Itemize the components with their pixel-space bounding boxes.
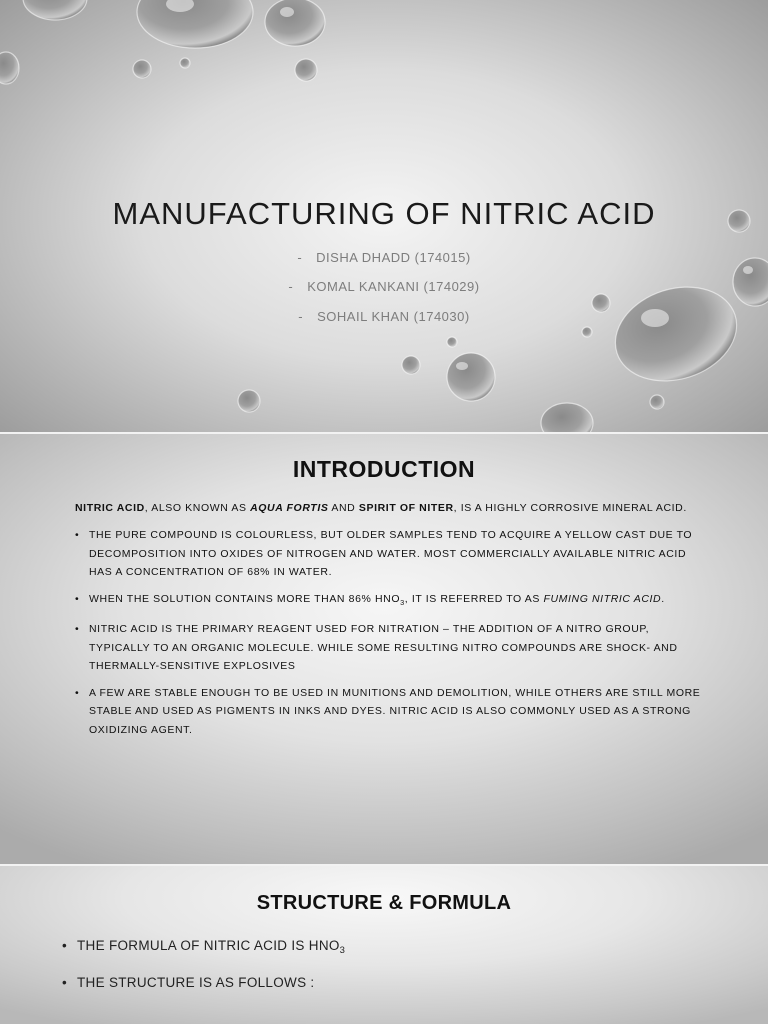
droplet [650,395,664,409]
droplet [180,58,190,68]
list-item: • THE STRUCTURE IS AS FOLLOWS : [62,973,662,993]
droplet [541,403,593,432]
title-slide [0,0,768,432]
author-dash: - [288,279,294,294]
bullet-text: THE FORMULA OF NITRIC ACID IS HNO [77,938,340,953]
presentation-title: MANUFACTURING OF NITRIC ACID [112,196,656,231]
author-name: KOMAL KANKANI (174029) [307,279,480,294]
author-dash: - [297,250,303,265]
author-line [0,279,768,294]
droplet [265,0,325,46]
bullet-text: . [661,592,665,605]
droplet [447,337,457,347]
bullet-text: WHEN THE SOLUTION CONTAINS MORE THAN 86% HNO [89,592,401,605]
author-name: SOHAIL KHAN (174030) [317,309,470,324]
term-spirit-of-niter: SPIRIT OF NITER [358,502,454,514]
droplet [447,353,495,401]
slide-heading: INTRODUCTION [292,456,476,482]
bullet-text: , IT IS REFERRED TO AS [404,592,544,605]
lead-text: AND [328,502,359,514]
intro-lead-paragraph [75,502,715,514]
term-nitric-acid: NITRIC ACID [75,502,145,514]
list-item: • A FEW ARE STABLE ENOUGH TO BE USED IN MUNITIONS AND DEMOLITION, WHILE OTHERS ARE STILL MORE STABLE AND USED AS PIGMENTS IN INKS AND DYES. NITRIC ACID IS ALSO COMMONLY USED AS A STRONG OXIDIZING AGENT. [75,684,705,740]
droplet [582,327,592,337]
list-item [62,936,662,961]
droplet [295,59,317,81]
emphasis-fuming-nitric-acid: FUMING NITRIC ACID [543,592,662,605]
droplet [137,0,253,48]
introduction-slide [0,434,768,864]
slide-heading: STRUCTURE & FORMULA [256,892,512,914]
author-name: DISHA DHADD (174015) [316,250,471,265]
list-item: • NITRIC ACID IS THE PRIMARY REAGENT USED FOR NITRATION – THE ADDITION OF A NITRO GROUP, TYPICALLY TO AN ORGANIC MOLECULE. WHILE SOME RESULTING NITRO COMPOUNDS ARE SHOCK- AND THERMALLY-SENSITIVE EXPLOSIVES [75,620,705,676]
intro-bullet-list [75,526,705,747]
structure-bullet-list [62,936,662,1005]
subscript: 3 [400,597,405,607]
structure-slide [0,866,768,1024]
term-aqua-fortis: AQUA FORTIS [250,502,329,514]
subscript: 3 [339,945,346,956]
droplet [23,0,87,20]
list-item [75,590,705,613]
lead-text: , ALSO KNOWN AS [144,502,251,514]
droplet [402,356,420,374]
author-line [0,250,768,265]
lead-text: , IS A HIGHLY CORROSIVE MINERAL ACID. [453,502,687,514]
author-line [0,309,768,324]
list-item: • THE PURE COMPOUND IS COLOURLESS, BUT OLDER SAMPLES TEND TO ACQUIRE A YELLOW CAST DUE TO DECOMPOSITION INTO OXIDES OF NITROGEN AND WATER. MOST COMMERCIALLY AVAILABLE NITRIC ACID HAS A CONCENTRATION OF 68% IN WATER. [75,526,705,582]
droplet [0,52,19,84]
droplet [238,390,260,412]
author-dash: - [298,309,304,324]
droplet [133,60,151,78]
